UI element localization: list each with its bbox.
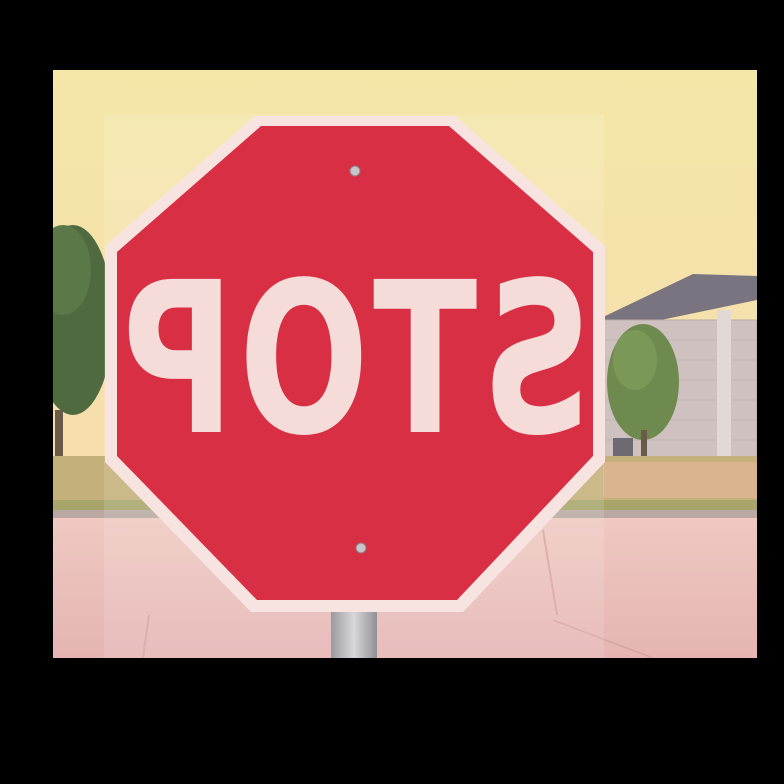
stop-sign (105, 116, 605, 612)
sign-text: STOP (118, 237, 592, 483)
stop-sign-photo (53, 70, 757, 658)
sign-pole (331, 610, 377, 658)
